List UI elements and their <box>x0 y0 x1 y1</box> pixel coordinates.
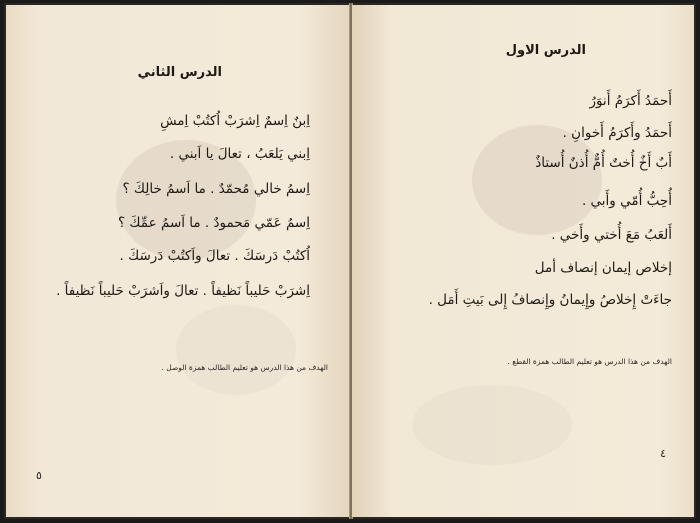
lesson-title-right: الدرس الاول <box>505 43 586 58</box>
text-line: أَحمَدُ وأَكرَمُ أَخوانِ . <box>562 125 672 141</box>
right-page <box>352 5 694 517</box>
bleed-through-mark <box>176 305 296 395</box>
text-line: أُحِبُّ أُمّي وأَبي . <box>581 193 672 209</box>
text-line: إخلاص إيمان إنصاف أمل <box>534 260 672 276</box>
page-number-right: ٤ <box>660 447 666 460</box>
bleed-through-mark <box>412 385 572 465</box>
book-spread <box>4 3 696 519</box>
text-line: اِبنٌ اِسمٌ اِشرَبْ اُكتُبْ اِمشِ <box>160 113 310 129</box>
text-line: أَبٌ أَخٌ أُختٌ أُمٌّ أُذنٌ أُستاذٌ <box>535 155 672 171</box>
left-page <box>6 5 350 517</box>
text-line: اُكتُبْ دَرسَكَ . تعالَ واَكتُبْ دَرسَكَ . <box>119 248 310 264</box>
text-line: أَلعَبُ مَعَ أُختي وأَخي . <box>551 227 672 243</box>
text-line: اِبني يَلعَبُ ، تعالَ يا اَبني . <box>169 146 310 162</box>
lesson-footnote-left: الهدف من هذا الدرس هو تعليم الطالب همزة الوصل . <box>161 363 328 372</box>
lesson-title-left: الدرس الثاني <box>137 65 222 80</box>
text-line: اِسمُ خالي مُحمّدٌ . ما اَسمُ خالِكَ ؟ <box>122 181 310 197</box>
lesson-footnote-right: الهدف من هذا الدرس هو تعليم الطالب همزة القطع . <box>507 357 672 366</box>
page-number-left: ٥ <box>36 469 42 482</box>
text-line: جاءَتْ إِخلاصُ وإِيمانُ وإِنصافُ إِلى بَيتِ أَمَل . <box>428 292 672 308</box>
text-line: اِسمُ عَمّي مَحمودٌ . ما اَسمُ عمِّكَ ؟ <box>117 215 310 231</box>
text-line: أَحمَدُ أَكرَمُ أَنوَرُ <box>589 93 672 109</box>
text-line: اِشرَبْ حَليباً نَظيفاً . تعالَ واَشرَبْ حَليباً نَظيفاً . <box>56 283 310 299</box>
bleed-through-mark <box>472 125 602 235</box>
